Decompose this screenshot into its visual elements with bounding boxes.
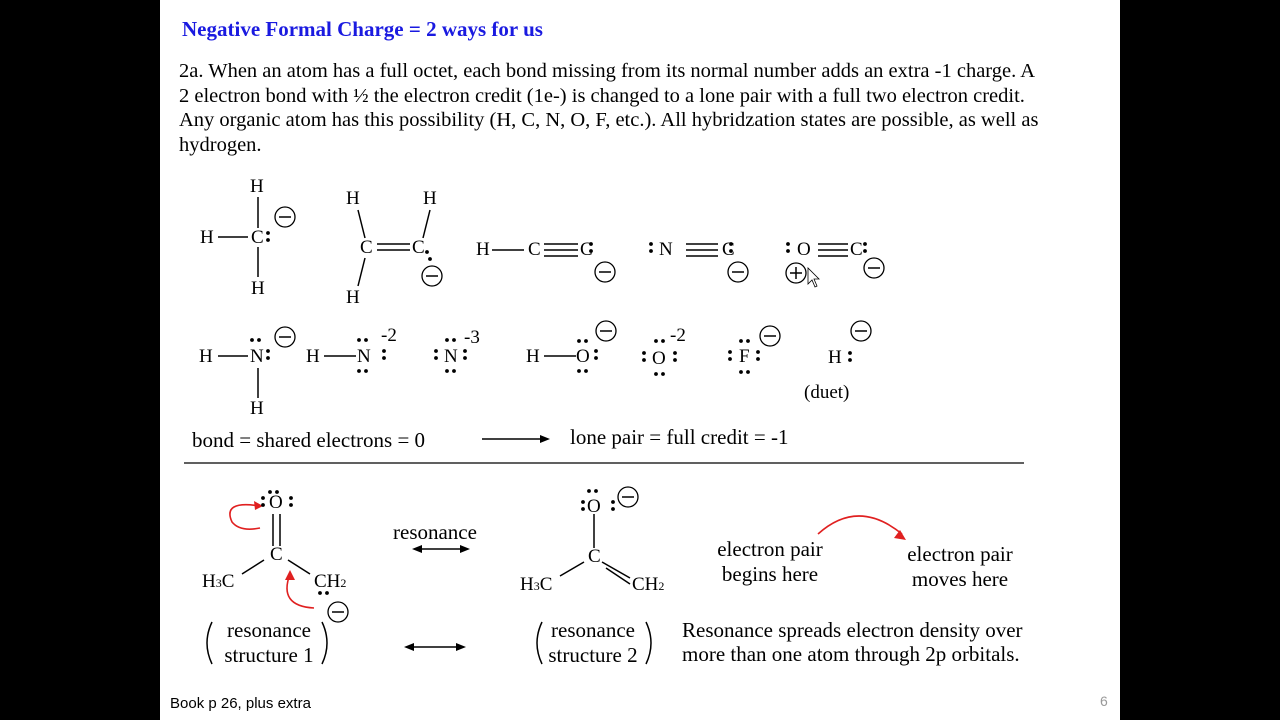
atom-c: C	[528, 239, 541, 260]
atom-c: C	[360, 237, 373, 258]
atom-c: C	[580, 239, 593, 260]
atom-h: H	[526, 346, 540, 367]
atom-h: H	[476, 239, 490, 260]
structure-1-caption: resonance structure 1	[224, 618, 314, 667]
duet-label: (duet)	[804, 382, 850, 403]
bond-rule-left: bond = shared electrons = 0	[192, 428, 426, 452]
ch2-group: CH2	[314, 571, 347, 592]
charge-label: -2	[381, 325, 397, 346]
methyl-group: H3C	[520, 574, 553, 595]
resonance-note: Resonance spreads electron density over more than one atom through 2p orbitals.	[682, 618, 1023, 666]
atom-c: C	[722, 239, 735, 260]
atom-h: H	[346, 188, 360, 209]
bond-rule-right: lone pair = full credit = -1	[570, 425, 789, 449]
atom-h: H	[423, 188, 437, 209]
resonance-label: resonance	[393, 520, 477, 544]
atom-h: H	[200, 227, 214, 248]
atom-h: H	[306, 346, 320, 367]
atom-f: F	[739, 346, 750, 367]
slide	[160, 0, 1120, 720]
footer-note: Book p 26, plus extra	[170, 695, 311, 712]
atom-o: O	[587, 496, 601, 517]
ch2-group: CH2	[632, 574, 665, 595]
slide-title: Negative Formal Charge = 2 ways for us	[182, 17, 543, 41]
atom-o: O	[576, 346, 590, 367]
charge-label: -2	[670, 325, 686, 346]
atom-o: O	[797, 239, 811, 260]
atom-c: C	[850, 239, 863, 260]
atom-h: H	[199, 346, 213, 367]
atom-o: O	[269, 492, 283, 513]
methyl-group: H3C	[202, 571, 235, 592]
atom-n: N	[357, 346, 371, 367]
atom-o: O	[652, 348, 666, 369]
structure-drawings	[160, 0, 1120, 720]
page-number: 6	[1100, 693, 1108, 709]
atom-h: H	[346, 287, 360, 308]
atom-n: N	[444, 346, 458, 367]
atom-h: H	[250, 398, 264, 419]
atom-n: N	[659, 239, 673, 260]
atom-h: H	[828, 347, 842, 368]
atom-n: N	[250, 346, 264, 367]
atom-c: C	[588, 546, 601, 567]
atom-h: H	[251, 278, 265, 299]
atom-c: C	[412, 237, 425, 258]
atom-c: C	[251, 227, 264, 248]
charge-label: -3	[464, 327, 480, 348]
explanation-paragraph: 2a. When an atom has a full octet, each bond missing from its normal number adds an extra -1 charge. A 2 electron bond with ½ the electron credit (1e-) is changed to a lone pair with a full two electron credit. Any organic atom has this possibility (H, C, N, O, F, etc.). All hybridzation states are possible, as well as hydrogen.	[179, 60, 1039, 156]
structure-2-caption: resonance structure 2	[548, 618, 638, 667]
atom-c: C	[270, 544, 283, 565]
electron-pair-moves-label: electron pair moves here	[907, 542, 1013, 591]
electron-pair-begins-label: electron pair begins here	[717, 537, 823, 586]
atom-h: H	[250, 176, 264, 197]
